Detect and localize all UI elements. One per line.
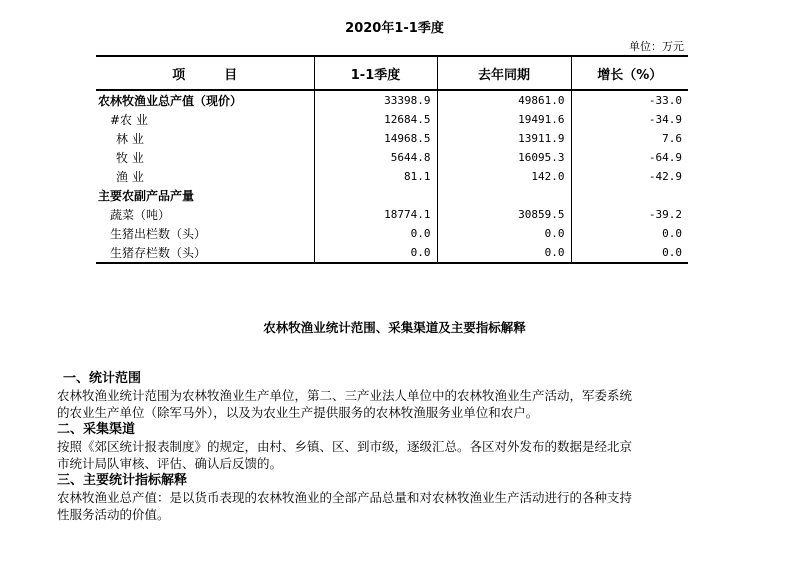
row-item: 生猪出栏数（头）	[96, 224, 314, 243]
row-growth: -34.9	[571, 110, 688, 129]
header-current: 1-1季度	[314, 56, 437, 90]
table-row	[96, 205, 688, 224]
statistics-table	[96, 55, 688, 264]
row-item: #农 业	[96, 110, 314, 129]
channel-line-1: 按照《郊区统计报表制度》的规定，由村、乡镇、区、到市级，逐级汇总。各区对外发布的数据是经北京	[57, 439, 633, 454]
row-current	[314, 186, 437, 205]
table-row	[96, 224, 688, 243]
report-title: 2020年1-1季度	[345, 21, 444, 36]
header-growth: 增长（%）	[571, 56, 688, 90]
table-row	[96, 243, 688, 263]
header-item: 项 目	[96, 56, 314, 90]
row-prior: 49861.0	[437, 90, 571, 110]
row-item: 林 业	[96, 129, 314, 148]
section-heading-indicators: 三、主要统计指标解释	[57, 473, 188, 488]
table-row	[96, 129, 688, 148]
row-current: 0.0	[314, 243, 437, 263]
header-prior: 去年同期	[437, 56, 571, 90]
row-growth: -42.9	[571, 167, 688, 186]
table-row	[96, 90, 688, 110]
row-current: 0.0	[314, 224, 437, 243]
channel-line-2: 市统计局队审核、评估、确认后反馈的。	[57, 456, 283, 471]
row-item: 农林牧渔业总产值（现价）	[96, 90, 314, 110]
section-heading-channel: 二、采集渠道	[57, 422, 136, 437]
row-prior: 0.0	[437, 243, 571, 263]
notes-title: 农林牧渔业统计范围、采集渠道及主要指标解释	[263, 320, 526, 335]
row-growth: 0.0	[571, 224, 688, 243]
row-item: 渔 业	[96, 167, 314, 186]
row-item: 生猪存栏数（头）	[96, 243, 314, 263]
section-heading-scope: 一、统计范围	[63, 371, 142, 386]
row-prior	[437, 186, 571, 205]
table-row	[96, 148, 688, 167]
row-prior: 142.0	[437, 167, 571, 186]
unit-label: 单位：万元	[629, 40, 684, 53]
row-current: 81.1	[314, 167, 437, 186]
scope-line-2: 的农业生产单位（除军马外），以及为农业生产提供服务的农林牧渔服务业单位和农户。	[57, 405, 539, 420]
row-growth: 7.6	[571, 129, 688, 148]
row-current: 12684.5	[314, 110, 437, 129]
row-current: 33398.9	[314, 90, 437, 110]
row-growth: -33.0	[571, 90, 688, 110]
row-growth: -64.9	[571, 148, 688, 167]
row-current: 14968.5	[314, 129, 437, 148]
row-prior: 13911.9	[437, 129, 571, 148]
row-item: 牧 业	[96, 148, 314, 167]
row-current: 5644.8	[314, 148, 437, 167]
indicators-line-2: 性服务活动的价值。	[57, 507, 170, 522]
row-prior: 16095.3	[437, 148, 571, 167]
row-growth	[571, 186, 688, 205]
row-growth: 0.0	[571, 243, 688, 263]
row-item: 主要农副产品产量	[96, 186, 314, 205]
notes-body	[57, 370, 752, 523]
row-prior: 19491.6	[437, 110, 571, 129]
table-row	[96, 186, 688, 205]
table-header-row	[96, 56, 688, 90]
table-row	[96, 110, 688, 129]
scope-line-1: 农林牧渔业统计范围为农林牧渔业生产单位，第二、三产业法人单位中的农林牧渔业生产活动，军委系统	[57, 388, 633, 403]
row-growth: -39.2	[571, 205, 688, 224]
table-row	[96, 167, 688, 186]
row-current: 18774.1	[314, 205, 437, 224]
row-prior: 0.0	[437, 224, 571, 243]
indicators-line-1: 农林牧渔业总产值：是以货币表现的农林牧渔业的全部产品总量和对农林牧渔业生产活动进行的各种支持	[57, 490, 633, 505]
row-item: 蔬菜（吨）	[96, 205, 314, 224]
row-prior: 30859.5	[437, 205, 571, 224]
